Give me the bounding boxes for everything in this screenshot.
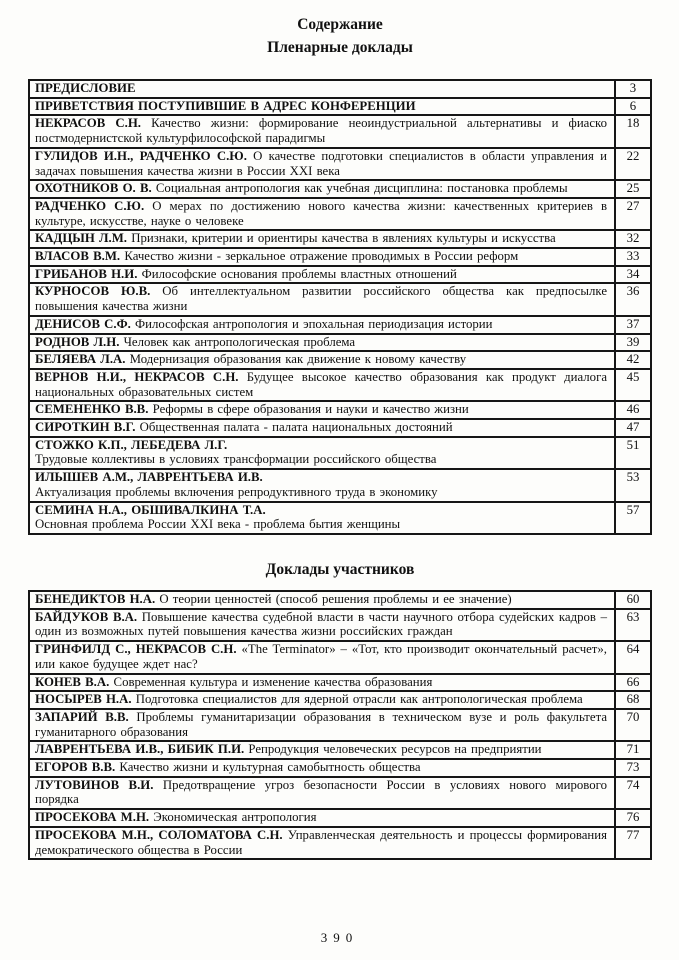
entry-title: Качество жизни и культурная самобытность общества: [115, 760, 421, 775]
entry-text: [30, 810, 614, 826]
entry-page-number: 46: [614, 402, 650, 418]
entry-text: [30, 402, 614, 418]
toc-row: [30, 708, 650, 740]
entry-title: Проблемы гуманитаризации образования в техническом вузе и роль факультета гуманитарного образования: [35, 709, 607, 739]
entry-title: Реформы в сфере образования и науки и качество жизни: [148, 402, 469, 417]
toc-row: [30, 114, 650, 146]
entry-page-number: 73: [614, 760, 650, 776]
entry-page-number: 60: [614, 592, 650, 608]
entry-authors: ГУЛИДОВ И.Н., РАДЧЕНКО С.Ю.: [35, 148, 247, 163]
entry-page-number: 45: [614, 370, 650, 400]
toc-row: [30, 776, 650, 808]
entry-authors: ИЛЫШЕВ А.М., ЛАВРЕНТЬЕВА И.В.: [35, 470, 263, 485]
entry-authors: СЕМЕНЕНКО В.В.: [35, 402, 149, 417]
toc-row: [30, 197, 650, 229]
entry-page-number: 27: [614, 199, 650, 229]
toc-row: [30, 97, 650, 115]
entry-authors: ПРИВЕТСТВИЯ ПОСТУПИВШИЕ В АДРЕС КОНФЕРЕНЦИИ: [35, 98, 416, 113]
toc-row: [30, 740, 650, 758]
entry-text: [30, 352, 614, 368]
entry-authors: ГРИНФИЛД С., НЕКРАСОВ С.Н.: [35, 642, 237, 657]
entry-text: [30, 742, 614, 758]
entry-authors: ЗАПАРИЙ В.В.: [35, 709, 129, 724]
toc-row: [30, 368, 650, 400]
entry-text: [30, 710, 614, 740]
toc-row: [30, 333, 650, 351]
entry-page-number: 63: [614, 610, 650, 640]
toc-row: [30, 436, 650, 468]
toc-row: [30, 147, 650, 179]
entry-authors: ЛАВРЕНТЬЕВА И.В., БИБИК П.И.: [35, 742, 245, 757]
entry-authors: ОХОТНИКОВ О. В.: [35, 181, 152, 196]
entry-authors: БАЙДУКОВ В.А.: [35, 609, 138, 624]
entry-text: [30, 828, 614, 858]
entry-title: Управленческая деятельность и процессы формирования демократического общества в России: [35, 827, 607, 857]
entry-title: О теории ценностей (способ решения проблемы и ее значение): [155, 591, 512, 606]
entry-page-number: 36: [614, 284, 650, 314]
entry-text: [30, 610, 614, 640]
toc-row: [30, 501, 650, 533]
entry-title: О мерах по достижению нового качества жизни: качественных критериев в культуре, искусстве, науке о человеке: [35, 198, 607, 228]
entry-text: [30, 675, 614, 691]
entry-title: Предотвращение угроз безопасности России в условиях нового мирового порядка: [35, 777, 607, 807]
entry-title: Модернизация образования как движение к новому качеству: [125, 352, 467, 367]
entry-title: Признаки, критерии и ориентиры качества в явлениях культуры и искусства: [127, 231, 556, 246]
entry-page-number: 51: [614, 438, 650, 468]
entry-authors: СИРОТКИН В.Г.: [35, 420, 136, 435]
entry-authors: РАДЧЕНКО С.Ю.: [35, 198, 145, 213]
entry-text: [30, 438, 614, 468]
entry-authors: ПРЕДИСЛОВИЕ: [35, 81, 136, 95]
entry-authors: НЕКРАСОВ С.Н.: [35, 116, 141, 131]
entry-authors: ПРОСЕКОВА М.Н., СОЛОМАТОВА С.Н.: [35, 827, 283, 842]
entry-title: Философская антропология и эпохальная периодизация истории: [130, 316, 493, 331]
entry-authors: НОСЫРЕВ Н.А.: [35, 692, 132, 707]
entry-page-number: 34: [614, 267, 650, 283]
toc-row: [30, 265, 650, 283]
entry-title: Современная культура и изменение качества образования: [109, 674, 433, 689]
toc-row: [30, 179, 650, 197]
entry-authors: СЕМИНА Н.А., ОБШИВАЛКИНА Т.А.: [35, 502, 266, 517]
entry-text: [30, 116, 614, 146]
toc-row: [30, 418, 650, 436]
toc-row: [30, 690, 650, 708]
entry-text: [30, 778, 614, 808]
entry-text: [30, 267, 614, 283]
toc-row: [30, 608, 650, 640]
entry-text: [30, 181, 614, 197]
entry-page-number: 68: [614, 692, 650, 708]
entry-title: Качество жизни: формирование неоиндустриальной альтернативы и фиаско постмодернистской культурфилософской парадигмы: [35, 116, 607, 146]
entry-text: [30, 249, 614, 265]
entry-text: [30, 592, 614, 608]
toc-row: [30, 229, 650, 247]
entry-page-number: 33: [614, 249, 650, 265]
entry-text: [30, 642, 614, 672]
entry-page-number: 47: [614, 420, 650, 436]
entry-title: О качестве подготовки специалистов в области управления и задачах повышения качества жизни в России XXI века: [35, 148, 607, 178]
entry-authors: КОНЕВ В.А.: [35, 674, 110, 689]
entry-title: Философские основания проблемы властных отношений: [137, 266, 457, 281]
folio-page-number: 390: [320, 930, 359, 945]
entry-page-number: 70: [614, 710, 650, 740]
entry-title: Экономическая антропология: [149, 810, 317, 825]
entry-title: Общественная палата - палата национальных достояний: [135, 420, 453, 435]
toc-row: [30, 808, 650, 826]
section-title-plenary: Пленарные доклады: [267, 39, 413, 56]
entry-page-number: 74: [614, 778, 650, 808]
entry-page-number: 3: [614, 81, 650, 97]
entry-text: [30, 470, 614, 500]
entry-authors: ДЕНИСОВ С.Ф.: [35, 316, 131, 331]
toc-row: [30, 350, 650, 368]
entry-title: Человек как антропологическая проблема: [119, 334, 356, 349]
toc-row: [30, 282, 650, 314]
entry-title: Репродукция человеческих ресурсов на предприятии: [244, 742, 542, 757]
entry-text: [30, 760, 614, 776]
entry-text: [30, 99, 614, 115]
entry-authors: ЛУТОВИНОВ В.И.: [35, 777, 154, 792]
entry-authors: ГРИБАНОВ Н.И.: [35, 266, 138, 281]
entry-page-number: 42: [614, 352, 650, 368]
entry-page-number: 32: [614, 231, 650, 247]
entry-authors: БЕНЕДИКТОВ Н.А.: [35, 591, 156, 606]
toc-table-plenary: [28, 79, 652, 535]
entry-page-number: 77: [614, 828, 650, 858]
entry-title: Будущее высокое качество образования как продукт диалога национальных образовательных систем: [35, 369, 607, 399]
entry-page-number: 76: [614, 810, 650, 826]
entry-page-number: 37: [614, 317, 650, 333]
entry-title: Повышение качества судебной власти в части научного отбора судейских кадров – один из возможных путей повышения качества жизни российских граждан: [35, 609, 607, 639]
entry-title: Качество жизни - зеркальное отражение проводимых в России реформ: [120, 249, 519, 264]
toc-row: [30, 81, 650, 97]
entry-page-number: 18: [614, 116, 650, 146]
entry-page-number: 6: [614, 99, 650, 115]
entry-authors: ЕГОРОВ В.В.: [35, 760, 116, 775]
entry-text: [30, 370, 614, 400]
entry-title: Социальная антропология как учебная дисциплина: постановка проблемы: [151, 181, 568, 196]
entry-authors: РОДНОВ Л.Н.: [35, 334, 120, 349]
entry-title: Подготовка специалистов для ядерной отрасли как антропологическая проблема: [131, 692, 583, 707]
entry-authors: СТОЖКО К.П., ЛЕБЕДЕВА Л.Г.: [35, 437, 228, 452]
entry-page-number: 53: [614, 470, 650, 500]
entry-text: [30, 231, 614, 247]
entry-page-number: 57: [614, 503, 650, 533]
entry-page-number: 39: [614, 335, 650, 351]
toc-row: [30, 826, 650, 858]
section-title-participants: Доклады участников: [265, 560, 415, 578]
entry-text: [30, 149, 614, 179]
toc-row: [30, 592, 650, 608]
entry-title: Основная проблема России XXI века - проблема бытия женщины: [35, 517, 401, 532]
entry-title: Об интеллектуальном развитии российского общества как предпосылке повышения качества жизни: [35, 284, 607, 314]
entry-text: [30, 503, 614, 533]
toc-table-participants: [28, 590, 652, 860]
entry-title: Актуализация проблемы включения репродуктивного труда в экономику: [35, 484, 438, 499]
entry-text: [30, 284, 614, 314]
entry-authors: ПРОСЕКОВА М.Н.: [35, 810, 150, 825]
entry-text: [30, 317, 614, 333]
page-title: Содержание: [297, 16, 383, 33]
entry-page-number: 71: [614, 742, 650, 758]
toc-row: [30, 640, 650, 672]
entry-page-number: 64: [614, 642, 650, 672]
entry-text: [30, 199, 614, 229]
toc-row: [30, 758, 650, 776]
entry-authors: КАДЦЫН Л.М.: [35, 231, 128, 246]
entry-title: Трудовые коллективы в условиях трансформации российского общества: [35, 452, 437, 467]
entry-text: [30, 81, 614, 97]
toc-row: [30, 247, 650, 265]
entry-page-number: 22: [614, 149, 650, 179]
entry-authors: БЕЛЯЕВА Л.А.: [35, 352, 126, 367]
entry-authors: КУРНОСОВ Ю.В.: [35, 284, 151, 299]
entry-authors: ВЛАСОВ В.М.: [35, 249, 121, 264]
toc-row: [30, 673, 650, 691]
entry-text: [30, 692, 614, 708]
entry-page-number: 25: [614, 181, 650, 197]
entry-authors: ВЕРНОВ Н.И., НЕКРАСОВ С.Н.: [35, 369, 239, 384]
toc-row: [30, 468, 650, 500]
toc-row: [30, 315, 650, 333]
entry-title: «The Terminator» – «Тот, кто производит окончательный расчет», или какое будущее ждет нас?: [35, 642, 607, 671]
toc-row: [30, 400, 650, 418]
entry-text: [30, 335, 614, 351]
entry-text: [30, 420, 614, 436]
entry-page-number: 66: [614, 675, 650, 691]
